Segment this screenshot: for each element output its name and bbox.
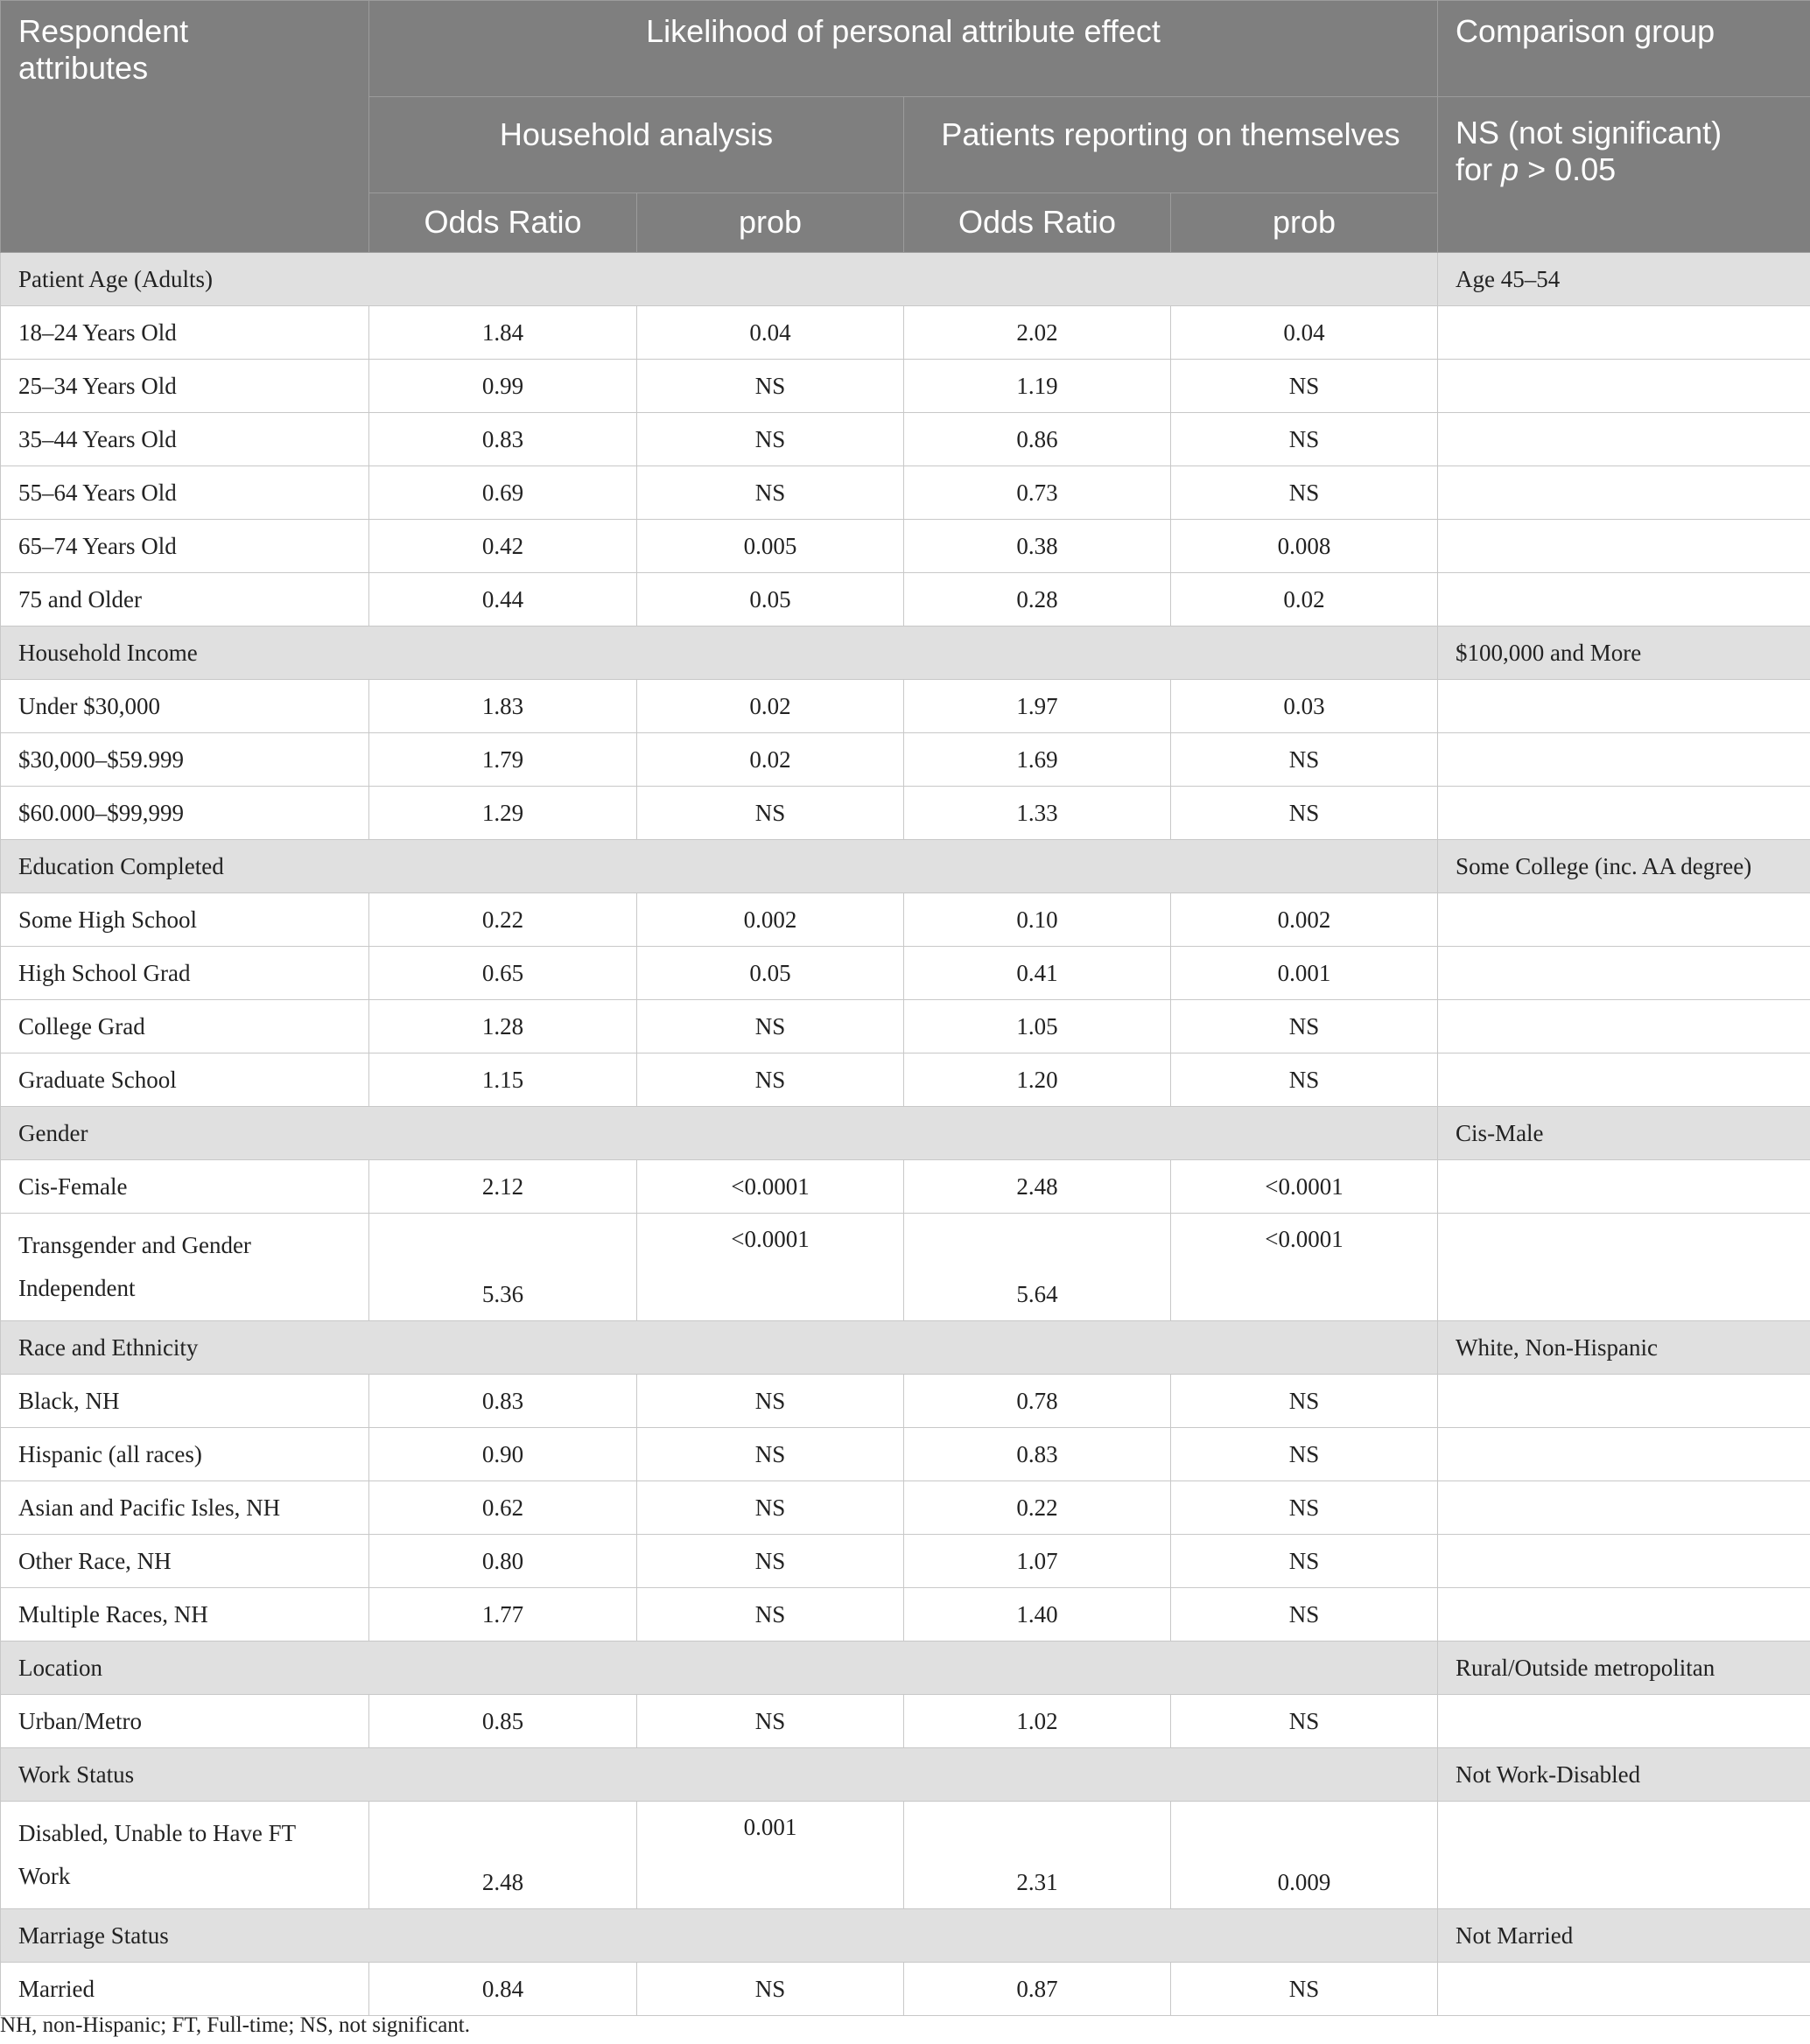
- table-row: [1, 413, 1810, 466]
- hh-odds-ratio: 0.42: [369, 520, 637, 573]
- hh-odds-ratio: 2.48: [369, 1802, 637, 1909]
- pt-odds-ratio: 2.31: [904, 1802, 1171, 1909]
- table-row: [1, 520, 1810, 573]
- pt-odds-ratio: 5.64: [904, 1214, 1171, 1321]
- table-row: [1, 1375, 1810, 1428]
- pt-prob: NS: [1171, 413, 1438, 466]
- table-row: [1, 947, 1810, 1000]
- hh-prob: NS: [637, 1428, 904, 1481]
- pt-prob: NS: [1171, 1588, 1438, 1642]
- group-row: [1, 1748, 1810, 1802]
- group-label: Race and Ethnicity: [1, 1321, 1438, 1375]
- pt-prob: NS: [1171, 1695, 1438, 1748]
- table-row: [1, 466, 1810, 520]
- row-label: College Grad: [1, 1000, 369, 1054]
- pt-prob: NS: [1171, 1428, 1438, 1481]
- row-label: Asian and Pacific Isles, NH: [1, 1481, 369, 1535]
- comparison-cell: [1438, 733, 1810, 787]
- comparison-group: Age 45–54: [1438, 253, 1810, 306]
- hh-prob: <0.0001: [637, 1214, 904, 1321]
- pt-prob: NS: [1171, 1535, 1438, 1588]
- comparison-cell: [1438, 573, 1810, 626]
- hh-prob: NS: [637, 1695, 904, 1748]
- respondent-attributes-header: [1, 1, 369, 253]
- hh-prob: NS: [637, 1054, 904, 1107]
- pt-odds-ratio: 0.83: [904, 1428, 1171, 1481]
- row-label-line: Independent: [18, 1275, 136, 1301]
- hh-prob: 0.04: [637, 306, 904, 360]
- hh-prob: NS: [637, 1535, 904, 1588]
- pt-odds-ratio: 1.20: [904, 1054, 1171, 1107]
- hh-odds-ratio: 5.36: [369, 1214, 637, 1321]
- pt-prob: NS: [1171, 360, 1438, 413]
- group-row: [1, 840, 1810, 893]
- comparison-cell: [1438, 466, 1810, 520]
- pt-prob: NS: [1171, 733, 1438, 787]
- table-row: [1, 1963, 1810, 2016]
- row-label-line: Disabled, Unable to Have FT: [18, 1820, 297, 1846]
- pt-odds-ratio: 0.87: [904, 1963, 1171, 2016]
- group-label: Work Status: [1, 1748, 1438, 1802]
- header-line: attributes: [18, 50, 149, 86]
- table-row: [1, 893, 1810, 947]
- pt-prob: NS: [1171, 466, 1438, 520]
- row-label: Graduate School: [1, 1054, 369, 1107]
- row-label: Under $30,000: [1, 680, 369, 733]
- comparison-group: Not Married: [1438, 1909, 1810, 1963]
- row-label: Urban/Metro: [1, 1695, 369, 1748]
- pt-odds-ratio: 1.40: [904, 1588, 1171, 1642]
- ns-note-line: NS (not significant): [1456, 115, 1722, 150]
- pt-odds-ratio-header: Odds Ratio: [904, 193, 1171, 253]
- comparison-cell: [1438, 1054, 1810, 1107]
- ns-note-header: [1438, 97, 1810, 253]
- table-footnote: NH, non-Hispanic; FT, Full-time; NS, not significant.: [0, 2013, 470, 2037]
- pt-odds-ratio: 1.19: [904, 360, 1171, 413]
- hh-odds-ratio: 1.15: [369, 1054, 637, 1107]
- comparison-cell: [1438, 1375, 1810, 1428]
- hh-odds-ratio: 0.62: [369, 1481, 637, 1535]
- comparison-cell: [1438, 680, 1810, 733]
- pt-odds-ratio: 1.97: [904, 680, 1171, 733]
- hh-prob: 0.005: [637, 520, 904, 573]
- comparison-cell: [1438, 1963, 1810, 2016]
- pt-prob: <0.0001: [1171, 1160, 1438, 1214]
- group-row: [1, 626, 1810, 680]
- hh-prob: 0.002: [637, 893, 904, 947]
- pt-odds-ratio: 0.78: [904, 1375, 1171, 1428]
- hh-prob: NS: [637, 413, 904, 466]
- comparison-cell: [1438, 893, 1810, 947]
- pt-prob-header: prob: [1171, 193, 1438, 253]
- row-label: 25–34 Years Old: [1, 360, 369, 413]
- pt-prob: NS: [1171, 1963, 1438, 2016]
- hh-odds-ratio-header: Odds Ratio: [369, 193, 637, 253]
- hh-odds-ratio: 0.90: [369, 1428, 637, 1481]
- hh-odds-ratio: 0.65: [369, 947, 637, 1000]
- likelihood-header: Likelihood of personal attribute effect: [369, 1, 1438, 97]
- comparison-cell: [1438, 1000, 1810, 1054]
- table-row: [1, 787, 1810, 840]
- table-body: [1, 253, 1810, 2016]
- table-row: [1, 1802, 1810, 1909]
- group-row: [1, 1642, 1810, 1695]
- patients-reporting-header: Patients reporting on themselves: [904, 97, 1438, 193]
- hh-odds-ratio: 0.83: [369, 1375, 637, 1428]
- hh-odds-ratio: 0.80: [369, 1535, 637, 1588]
- group-label: Patient Age (Adults): [1, 253, 1438, 306]
- hh-prob: NS: [637, 360, 904, 413]
- comparison-cell: [1438, 1535, 1810, 1588]
- ns-note-p: p: [1501, 151, 1519, 187]
- row-label: 35–44 Years Old: [1, 413, 369, 466]
- hh-odds-ratio: 1.83: [369, 680, 637, 733]
- table-row: [1, 306, 1810, 360]
- comparison-cell: [1438, 1588, 1810, 1642]
- group-label: Education Completed: [1, 840, 1438, 893]
- pt-prob: 0.04: [1171, 306, 1438, 360]
- pt-prob: NS: [1171, 1375, 1438, 1428]
- comparison-group: Rural/Outside metropolitan: [1438, 1642, 1810, 1695]
- hh-prob: NS: [637, 1375, 904, 1428]
- pt-prob: 0.002: [1171, 893, 1438, 947]
- header-line: Respondent: [18, 13, 189, 49]
- group-row: [1, 1107, 1810, 1160]
- row-label: Hispanic (all races): [1, 1428, 369, 1481]
- ns-note-suffix: > 0.05: [1519, 151, 1617, 187]
- hh-odds-ratio: 0.22: [369, 893, 637, 947]
- pt-prob: 0.001: [1171, 947, 1438, 1000]
- comparison-cell: [1438, 1695, 1810, 1748]
- pt-odds-ratio: 1.07: [904, 1535, 1171, 1588]
- pt-prob: NS: [1171, 1054, 1438, 1107]
- row-label: 18–24 Years Old: [1, 306, 369, 360]
- row-label: [1, 1214, 369, 1321]
- comparison-cell: [1438, 1481, 1810, 1535]
- comparison-group-header: Comparison group: [1438, 1, 1810, 97]
- table-row: [1, 1428, 1810, 1481]
- row-label: Cis-Female: [1, 1160, 369, 1214]
- row-label: Black, NH: [1, 1375, 369, 1428]
- hh-odds-ratio: 2.12: [369, 1160, 637, 1214]
- hh-prob: NS: [637, 1481, 904, 1535]
- comparison-group: Some College (inc. AA degree): [1438, 840, 1810, 893]
- pt-odds-ratio: 2.02: [904, 306, 1171, 360]
- pt-prob: NS: [1171, 787, 1438, 840]
- hh-odds-ratio: 1.29: [369, 787, 637, 840]
- table-header: [1, 1, 1810, 253]
- comparison-cell: [1438, 360, 1810, 413]
- row-label: $30,000–$59.999: [1, 733, 369, 787]
- table-row: [1, 1481, 1810, 1535]
- pt-odds-ratio: 0.73: [904, 466, 1171, 520]
- comparison-cell: [1438, 1428, 1810, 1481]
- hh-odds-ratio: 1.77: [369, 1588, 637, 1642]
- ns-note-prefix: for: [1456, 151, 1502, 187]
- row-label: Married: [1, 1963, 369, 2016]
- hh-odds-ratio: 0.85: [369, 1695, 637, 1748]
- hh-odds-ratio: 1.84: [369, 306, 637, 360]
- hh-odds-ratio: 0.84: [369, 1963, 637, 2016]
- pt-odds-ratio: 2.48: [904, 1160, 1171, 1214]
- hh-odds-ratio: 0.83: [369, 413, 637, 466]
- hh-prob: 0.001: [637, 1802, 904, 1909]
- hh-odds-ratio: 0.99: [369, 360, 637, 413]
- hh-prob: NS: [637, 1000, 904, 1054]
- table-row: [1, 1588, 1810, 1642]
- row-label-line: Transgender and Gender: [18, 1232, 251, 1258]
- row-label-line: Work: [18, 1863, 71, 1889]
- table-row: [1, 1000, 1810, 1054]
- group-row: [1, 253, 1810, 306]
- table-row: [1, 360, 1810, 413]
- row-label: 65–74 Years Old: [1, 520, 369, 573]
- row-label: High School Grad: [1, 947, 369, 1000]
- hh-prob: 0.02: [637, 733, 904, 787]
- hh-odds-ratio: 0.44: [369, 573, 637, 626]
- group-label: Marriage Status: [1, 1909, 1438, 1963]
- pt-odds-ratio: 0.41: [904, 947, 1171, 1000]
- table-row: [1, 1695, 1810, 1748]
- table-row: [1, 1160, 1810, 1214]
- table-row: [1, 1054, 1810, 1107]
- comparison-group: White, Non-Hispanic: [1438, 1321, 1810, 1375]
- hh-prob: 0.05: [637, 573, 904, 626]
- row-label: Multiple Races, NH: [1, 1588, 369, 1642]
- row-label: 55–64 Years Old: [1, 466, 369, 520]
- pt-odds-ratio: 0.10: [904, 893, 1171, 947]
- pt-prob: 0.009: [1171, 1802, 1438, 1909]
- comparison-cell: [1438, 1802, 1810, 1909]
- hh-prob: <0.0001: [637, 1160, 904, 1214]
- group-label: Household Income: [1, 626, 1438, 680]
- hh-prob-header: prob: [637, 193, 904, 253]
- pt-odds-ratio: 0.86: [904, 413, 1171, 466]
- pt-odds-ratio: 0.22: [904, 1481, 1171, 1535]
- table-row: [1, 680, 1810, 733]
- table-row: [1, 573, 1810, 626]
- hh-prob: NS: [637, 1963, 904, 2016]
- hh-prob: NS: [637, 787, 904, 840]
- row-label: Other Race, NH: [1, 1535, 369, 1588]
- comparison-cell: [1438, 947, 1810, 1000]
- pt-prob: 0.03: [1171, 680, 1438, 733]
- hh-prob: 0.02: [637, 680, 904, 733]
- group-row: [1, 1321, 1810, 1375]
- group-row: [1, 1909, 1810, 1963]
- pt-odds-ratio: 1.05: [904, 1000, 1171, 1054]
- pt-prob: NS: [1171, 1481, 1438, 1535]
- pt-odds-ratio: 0.28: [904, 573, 1171, 626]
- pt-odds-ratio: 1.33: [904, 787, 1171, 840]
- pt-odds-ratio: 1.69: [904, 733, 1171, 787]
- hh-odds-ratio: 1.79: [369, 733, 637, 787]
- comparison-cell: [1438, 413, 1810, 466]
- hh-odds-ratio: 0.69: [369, 466, 637, 520]
- table-row: [1, 1535, 1810, 1588]
- comparison-cell: [1438, 1214, 1810, 1321]
- table-row: [1, 1214, 1810, 1321]
- hh-prob: NS: [637, 466, 904, 520]
- row-label: [1, 1802, 369, 1909]
- row-label: $60.000–$99,999: [1, 787, 369, 840]
- pt-odds-ratio: 1.02: [904, 1695, 1171, 1748]
- comparison-cell: [1438, 1160, 1810, 1214]
- comparison-group: $100,000 and More: [1438, 626, 1810, 680]
- hh-prob: 0.05: [637, 947, 904, 1000]
- pt-prob: 0.008: [1171, 520, 1438, 573]
- comparison-group: Not Work-Disabled: [1438, 1748, 1810, 1802]
- pt-prob: NS: [1171, 1000, 1438, 1054]
- group-label: Gender: [1, 1107, 1438, 1160]
- comparison-cell: [1438, 306, 1810, 360]
- pt-prob: 0.02: [1171, 573, 1438, 626]
- comparison-cell: [1438, 787, 1810, 840]
- row-label: Some High School: [1, 893, 369, 947]
- group-label: Location: [1, 1642, 1438, 1695]
- comparison-cell: [1438, 520, 1810, 573]
- comparison-group: Cis-Male: [1438, 1107, 1810, 1160]
- hh-prob: NS: [637, 1588, 904, 1642]
- table-row: [1, 733, 1810, 787]
- hh-odds-ratio: 1.28: [369, 1000, 637, 1054]
- household-analysis-header: Household analysis: [369, 97, 904, 193]
- pt-odds-ratio: 0.38: [904, 520, 1171, 573]
- row-label: 75 and Older: [1, 573, 369, 626]
- pt-prob: <0.0001: [1171, 1214, 1438, 1321]
